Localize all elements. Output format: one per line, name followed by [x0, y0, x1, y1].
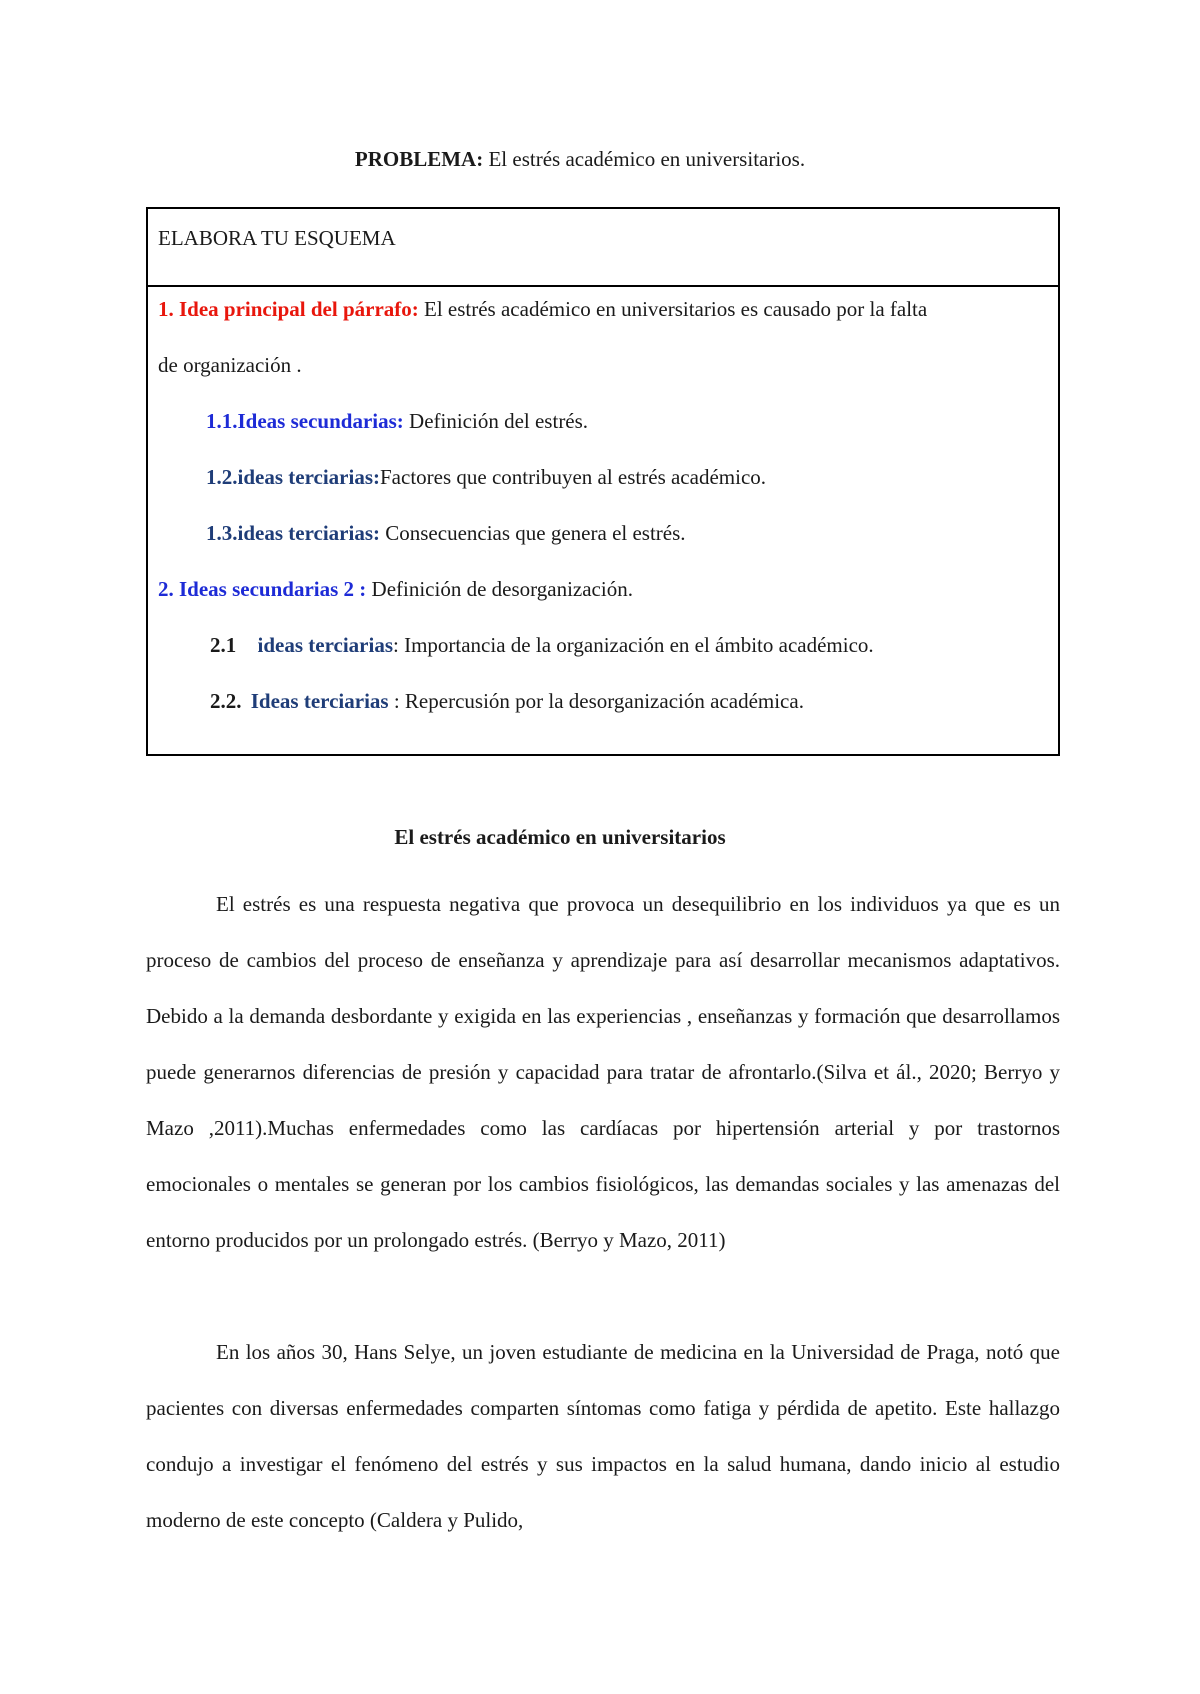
idea-1-1-line — [206, 409, 588, 434]
idea-1-3-line — [206, 521, 686, 546]
idea-1-1-text: Definición del estrés. — [409, 409, 589, 433]
main-idea-text: El estrés académico en universitarios es causado por la falta — [424, 297, 928, 321]
main-idea-label: 1. Idea principal del párrafo: — [158, 297, 419, 321]
idea-2-label: 2. Ideas secundarias 2 : — [158, 577, 367, 601]
idea-2-2-label: Ideas terciarias — [250, 689, 389, 713]
essay-paragraph-2: En los años 30, Hans Selye, un joven estudiante de medicina en la Universidad de Praga, notó que pacientes con diversas enfermedades comparten síntomas como fatiga y pérdida de apetito. Este hallazgo condujo a investigar el fenómeno del estrés y sus impactos en la salud humana, dando inicio al estudio moderno de este concepto (Caldera y Pulido, — [146, 1340, 1060, 1532]
idea-2-text: Definición de desorganización. — [371, 577, 633, 601]
idea-2-2-line — [210, 689, 804, 714]
idea-1-2-line — [206, 465, 766, 490]
main-idea-line — [158, 297, 927, 322]
problem-statement — [0, 147, 1160, 172]
idea-1-3-text: Consecuencias que genera el estrés. — [385, 521, 686, 545]
problem-label: PROBLEMA: — [354, 147, 484, 171]
idea-2-2-text: : Repercusión por la desorganización académica. — [393, 689, 804, 713]
idea-2-2-number: 2.2. — [210, 689, 242, 713]
scheme-table — [146, 207, 1060, 756]
idea-2-line — [158, 577, 633, 602]
idea-1-1-label: 1.1.Ideas secundarias: — [206, 409, 404, 433]
idea-2-1-line — [210, 633, 874, 658]
idea-2-1-number: 2.1 — [210, 633, 237, 657]
idea-2-1-text: : Importancia de la organización en el ámbito académico. — [393, 633, 874, 657]
essay-title: El estrés académico en universitarios — [394, 825, 726, 849]
idea-1-2-text: Factores que contribuyen al estrés académico. — [380, 465, 767, 489]
idea-2-1-label: ideas terciarias — [257, 633, 393, 657]
idea-1-2-label: 1.2.ideas terciarias: — [206, 465, 380, 489]
idea-1-3-label: 1.3.ideas terciarias: — [206, 521, 380, 545]
essay-paragraph-1: El estrés es una respuesta negativa que provoca un desequilibrio en los individuos ya que es un proceso de cambios del proceso de enseñanza y aprendizaje para así desarrollar mecanismos adaptativos. Debido a la demanda desbordante y exigida en las experiencias , enseñanzas y formación que desarrollamos puede generarnos diferencias de presión y capacidad para tratar de afrontarlo.(Silva et ál., 2020; Berryo y Mazo ,2011).Muchas enfermedades como las cardíacas por hipertensión arterial y por trastornos emocionales o mentales se generan por los cambios fisiológicos, las demandas sociales y las amenazas del entorno producidos por un prolongado estrés. (Berryo y Mazo, 2011) — [146, 892, 1060, 1252]
main-idea-line-2: de organización . — [158, 353, 302, 377]
problem-text: El estrés académico en universitarios. — [488, 147, 806, 171]
scheme-header: ELABORA TU ESQUEMA — [148, 209, 1058, 287]
